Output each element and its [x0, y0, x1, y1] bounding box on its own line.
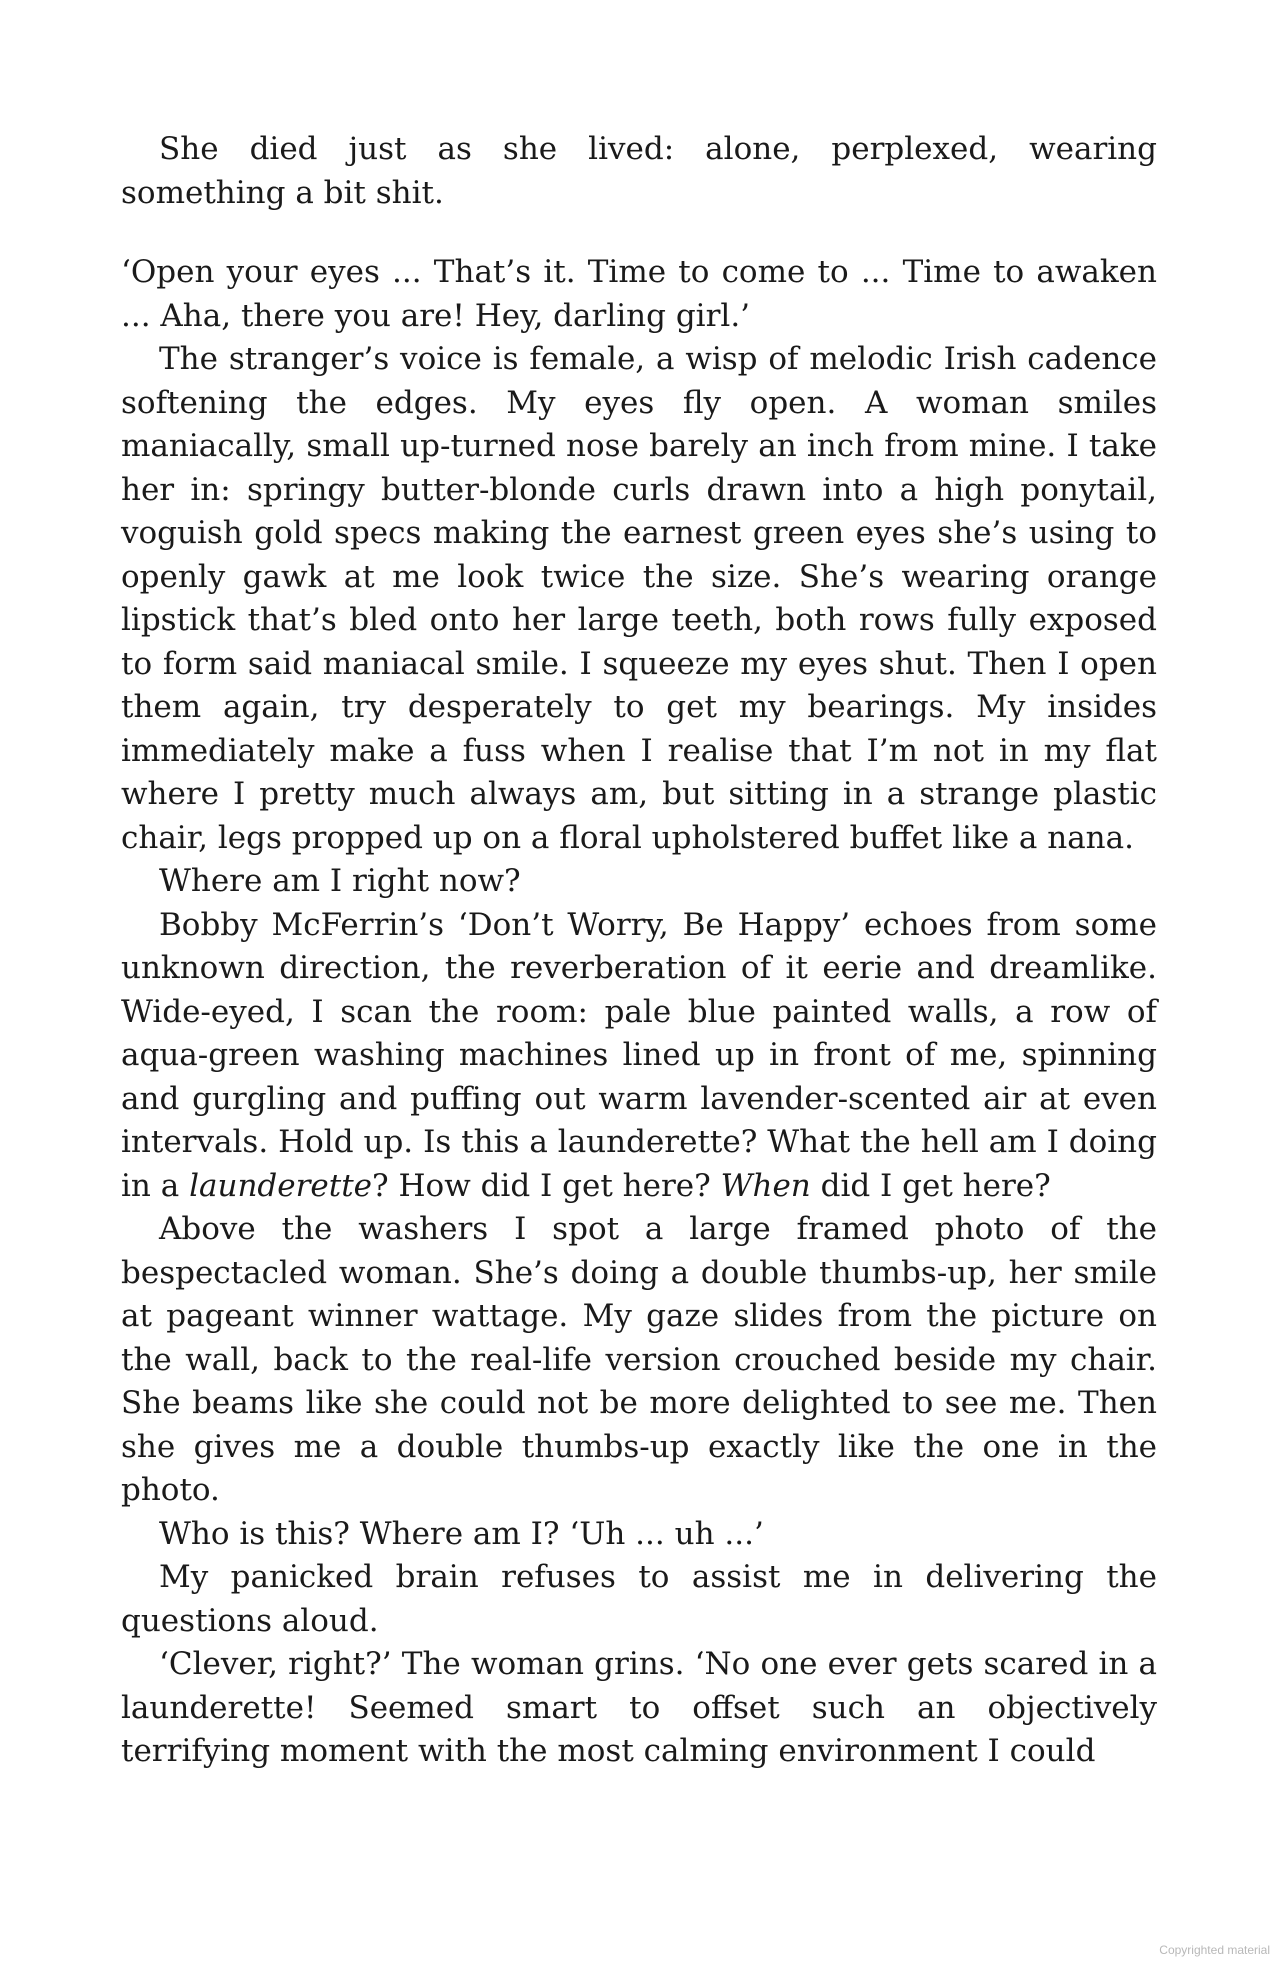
text-run: did I get here? [810, 1167, 1051, 1204]
text-run: ‘Clever, right?’ The woman grins. ‘No one ever gets scared in a launderette! Seemed smart to offset such an objectively terrifying moment with the most calming environment I could [121, 1646, 1157, 1769]
paragraph [121, 1513, 1157, 1557]
text-run: Who is this? Where am I? ‘Uh ... uh ...’ [159, 1515, 764, 1552]
paragraph [121, 860, 1157, 904]
paragraph [121, 1208, 1157, 1513]
text-run: ‘Open your eyes ... That’s it. Time to come to ... Time to awaken ... Aha, there you are! Hey, darling girl.’ [121, 254, 1157, 334]
text-run: ? How did I get here? [372, 1167, 721, 1204]
text-run: Bobby McFerrin’s ‘Don’t Worry, Be Happy’ echoes from some unknown direction, the reverberation of it eerie and dreamlike. Wide-eyed, I scan the room: pale blue painted walls, a row of aqua-green washing machines lined up in front of me, spinning and gurgling and puffing out warm lavender-scented air at even intervals. Hold up. Is this a launderette? What the hell am I doing in a [121, 906, 1157, 1204]
text-run: My panicked brain refuses to assist me in delivering the questions aloud. [121, 1559, 1157, 1639]
paragraph [121, 1556, 1157, 1643]
paragraph [121, 338, 1157, 860]
paragraph [121, 904, 1157, 1209]
italic-text: When [720, 1167, 811, 1204]
paragraph [121, 128, 1157, 215]
italic-text: launderette [189, 1167, 373, 1204]
text-run: The stranger’s voice is female, a wisp of melodic Irish cadence softening the edges. My eyes fly open. A woman smiles maniacally, small up-turned nose barely an inch from mine. I take her in: springy butter-blonde curls drawn into a high ponytail, voguish gold specs making the earnest green eyes she’s using to openly gawk at me look twice the size. She’s wearing orange lipstick that’s bled onto her large teeth, both rows fully exposed to form said maniacal smile. I squeeze my eyes shut. Then I open them again, try desperately to get my bearings. My insides immediately make a fuss when I realise that I’m not in my flat where I pretty much always am, but sitting in a strange plastic chair, legs propped up on a floral upholstered buffet like a nana. [121, 341, 1157, 856]
book-page [121, 128, 1157, 1774]
text-run: Above the washers I spot a large framed photo of the bespectacled woman. She’s doing a double thumbs-up, her smile at pageant winner wattage. My gaze slides from the picture on the wall, back to the real-life version crouched beside my chair. She beams like she could not be more delighted to see me. Then she gives me a double thumbs-up exactly like the one in the photo. [121, 1211, 1157, 1508]
text-run: Where am I right now? [159, 863, 521, 899]
text-run: She died just as she lived: alone, perplexed, wearing something a bit shit. [121, 131, 1157, 211]
paragraph [121, 1643, 1157, 1774]
paragraph [121, 251, 1157, 338]
copyright-watermark: Copyrighted material [1159, 1943, 1270, 1957]
